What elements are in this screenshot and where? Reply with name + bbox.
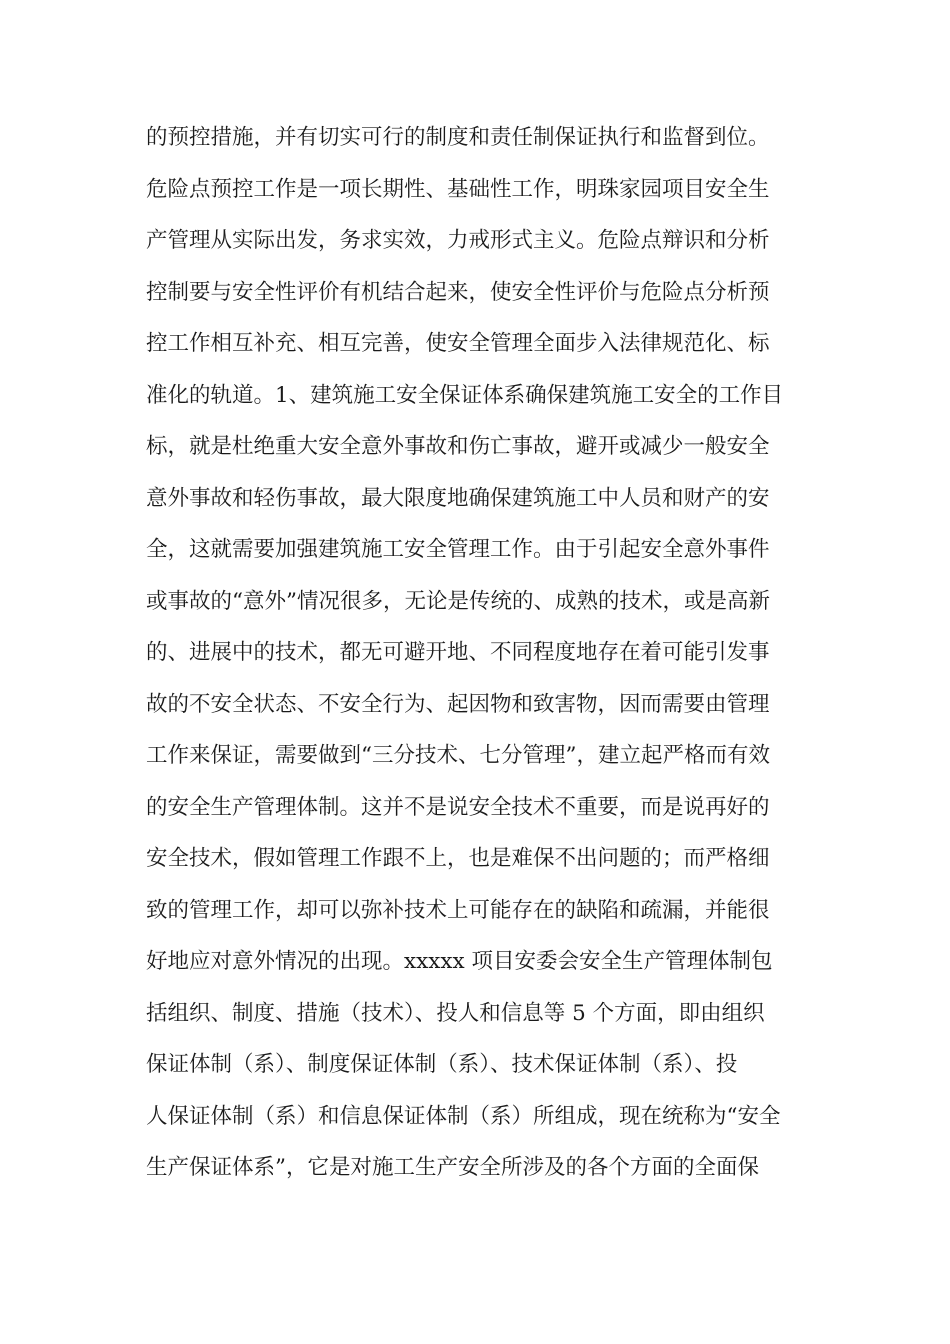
text-line: 好地应对意外情况的出现。xxxxx 项目安委会安全生产管理体制包 [146,949,773,974]
text-line: 人保证体制（系）和信息保证体制（系）所组成，现在统称为“安全 [146,1103,781,1129]
text-line: 准化的轨道。1、建筑施工安全保证体系确保建筑施工安全的工作目 [146,382,784,408]
text-line: 控工作相互补充、相互完善，使安全管理全面步入法律规范化、标 [146,331,770,356]
text-line: 保证体制（系）、制度保证体制（系）、技术保证体制（系）、投 [146,1052,738,1077]
text-line: 的预控措施，并有切实可行的制度和责任制保证执行和监督到位。 [146,125,770,150]
text-line: 生产保证体系”，它是对施工生产安全所涉及的各个方面的全面保 [146,1155,759,1180]
text-line: 标，就是杜绝重大安全意外事故和伤亡事故，避开或减少一般安全 [146,434,770,459]
text-line: 致的管理工作，却可以弥补技术上可能存在的缺陷和疏漏，并能很 [146,897,770,923]
text-line: 的安全生产管理体制。这并不是说安全技术不重要，而是说再好的 [146,794,770,820]
text-line: 故的不安全状态、不安全行为、起因物和致害物，因而需要由管理 [146,691,770,717]
text-line: 危险点预控工作是一项长期性、基础性工作，明珠家园项目安全生 [146,176,770,202]
text-line: 控制要与安全性评价有机结合起来，使安全性评价与危险点分析预 [146,279,770,305]
text-line: 工作来保证，需要做到“三分技术、七分管理”，建立起严格而有效 [146,743,770,768]
text-line: 全，这就需要加强建筑施工安全管理工作。由于引起安全意外事件 [146,537,770,562]
text-line: 的、进展中的技术，都无可避开地、不同程度地存在着可能引发事 [146,640,770,665]
text-line: 意外事故和轻伤事故，最大限度地确保建筑施工中人员和财产的安 [146,485,770,511]
text-line: 括组织、制度、措施（技术）、投人和信息等 5 个方面，即由组织 [146,1000,765,1026]
body-text [146,112,816,1194]
text-line: 安全技术，假如管理工作跟不上，也是难保不出问题的；而严格细 [146,846,770,871]
text-line: 产管理从实际出发，务求实效，力戒形式主义。危险点辩识和分析 [146,228,770,253]
text-line: 或事故的“意外”情况很多，无论是传统的、成熟的技术，或是高新 [146,588,770,614]
